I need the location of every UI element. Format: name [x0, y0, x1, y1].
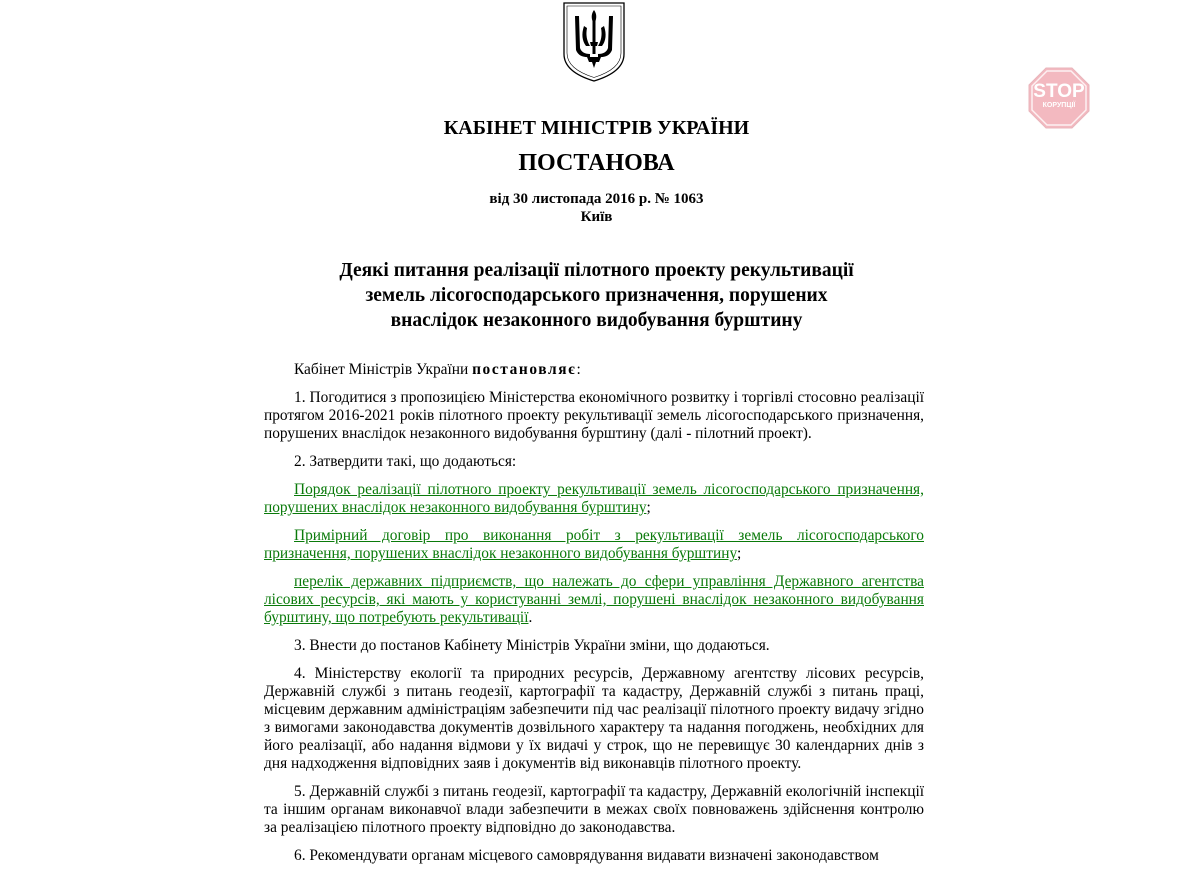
- link-suffix: ;: [736, 545, 742, 562]
- intro-suffix: :: [576, 361, 581, 378]
- stop-badge-main-text: STOP: [1033, 81, 1085, 102]
- link-paragraph-list: [264, 573, 924, 627]
- document-city: Київ: [580, 209, 613, 225]
- link-suffix: ;: [646, 499, 651, 516]
- coat-of-arms-icon: [563, 2, 625, 82]
- intro-prefix: Кабінет Міністрів України: [294, 361, 473, 378]
- document-body: [264, 361, 924, 875]
- intro-spaced-word: постановляє: [472, 361, 577, 378]
- paragraph-3: 3. Внести до постанов Кабінету Міністрів України зміни, що додаються.: [294, 637, 770, 654]
- title-line: Деякі питання реалізації пілотного проекту рекультивації: [339, 260, 854, 281]
- document-type: ПОСТАНОВА: [518, 150, 675, 176]
- link-paragraph-order: [264, 481, 924, 517]
- document-title: [0, 258, 1193, 333]
- paragraph-5: 5. Державній службі з питань геодезії, картографії та кадастру, Державній екологічній інспекції та іншим органам виконавчої влади забезпечити в межах своїх повноважень здійснення контролю за реалізацією пілотного проекту відповідно до законодавства.: [264, 783, 924, 836]
- link-suffix: .: [528, 609, 533, 626]
- title-line: земель лісогосподарського призначення, порушених: [365, 285, 828, 306]
- stop-badge-sub-text: КОРУПЦІЇ: [1042, 102, 1076, 109]
- document-date-number: від 30 листопада 2016 р. № 1063: [489, 191, 704, 207]
- title-line: внаслідок незаконного видобування бурштину: [390, 310, 803, 331]
- paragraph-4: 4. Міністерству екології та природних ресурсів, Державному агентству лісових ресурсів, Державній службі з питань геодезії, картографії та кадастру, Державній службі з питань праці, місцевим державним адміністраціям забезпечити під час реалізації пілотного проекту видачу згідно з вимогами законодавства документів дозвільного характеру та надання погоджень, необхідних для його реалізації, або надання відмови у їх видачі у строк, що не перевищує 30 календарних днів з дня надходження відповідних заяв і документів від виконавців пілотного проекту.: [264, 665, 924, 772]
- order-link[interactable]: Порядок реалізації пілотного проекту рекультивації земель лісогосподарського призначення, порушених внаслідок незаконного видобування бурштину: [264, 481, 924, 516]
- paragraph-1: 1. Погодитися з пропозицією Міністерства економічного розвитку і торгівлі стосовно реалізації протягом 2016-2021 років пілотного проекту рекультивації земель лісогосподарського призначення, порушених внаслідок незаконного видобування бурштину (далі - пілотний проект).: [264, 389, 924, 442]
- enterprises-list-link[interactable]: перелік державних підприємств, що належать до сфери управління Державного агентства лісових ресурсів, які мають у користуванні землі, порушені внаслідок незаконного видобування бурштину, що потребують рекультивації: [264, 573, 924, 626]
- link-paragraph-contract: [264, 527, 924, 563]
- paragraph-6: 6. Рекомендувати органам місцевого самоврядування видавати визначені законодавством: [294, 847, 879, 864]
- organization-name: КАБІНЕТ МІНІСТРІВ УКРАЇНИ: [443, 117, 750, 139]
- contract-link[interactable]: Примірний договір про виконання робіт з рекультивації земель лісогосподарського призначення, порушених внаслідок незаконного видобування бурштину: [264, 527, 924, 562]
- paragraph-2: 2. Затвердити такі, що додаються:: [294, 453, 517, 470]
- intro-paragraph: [264, 361, 924, 379]
